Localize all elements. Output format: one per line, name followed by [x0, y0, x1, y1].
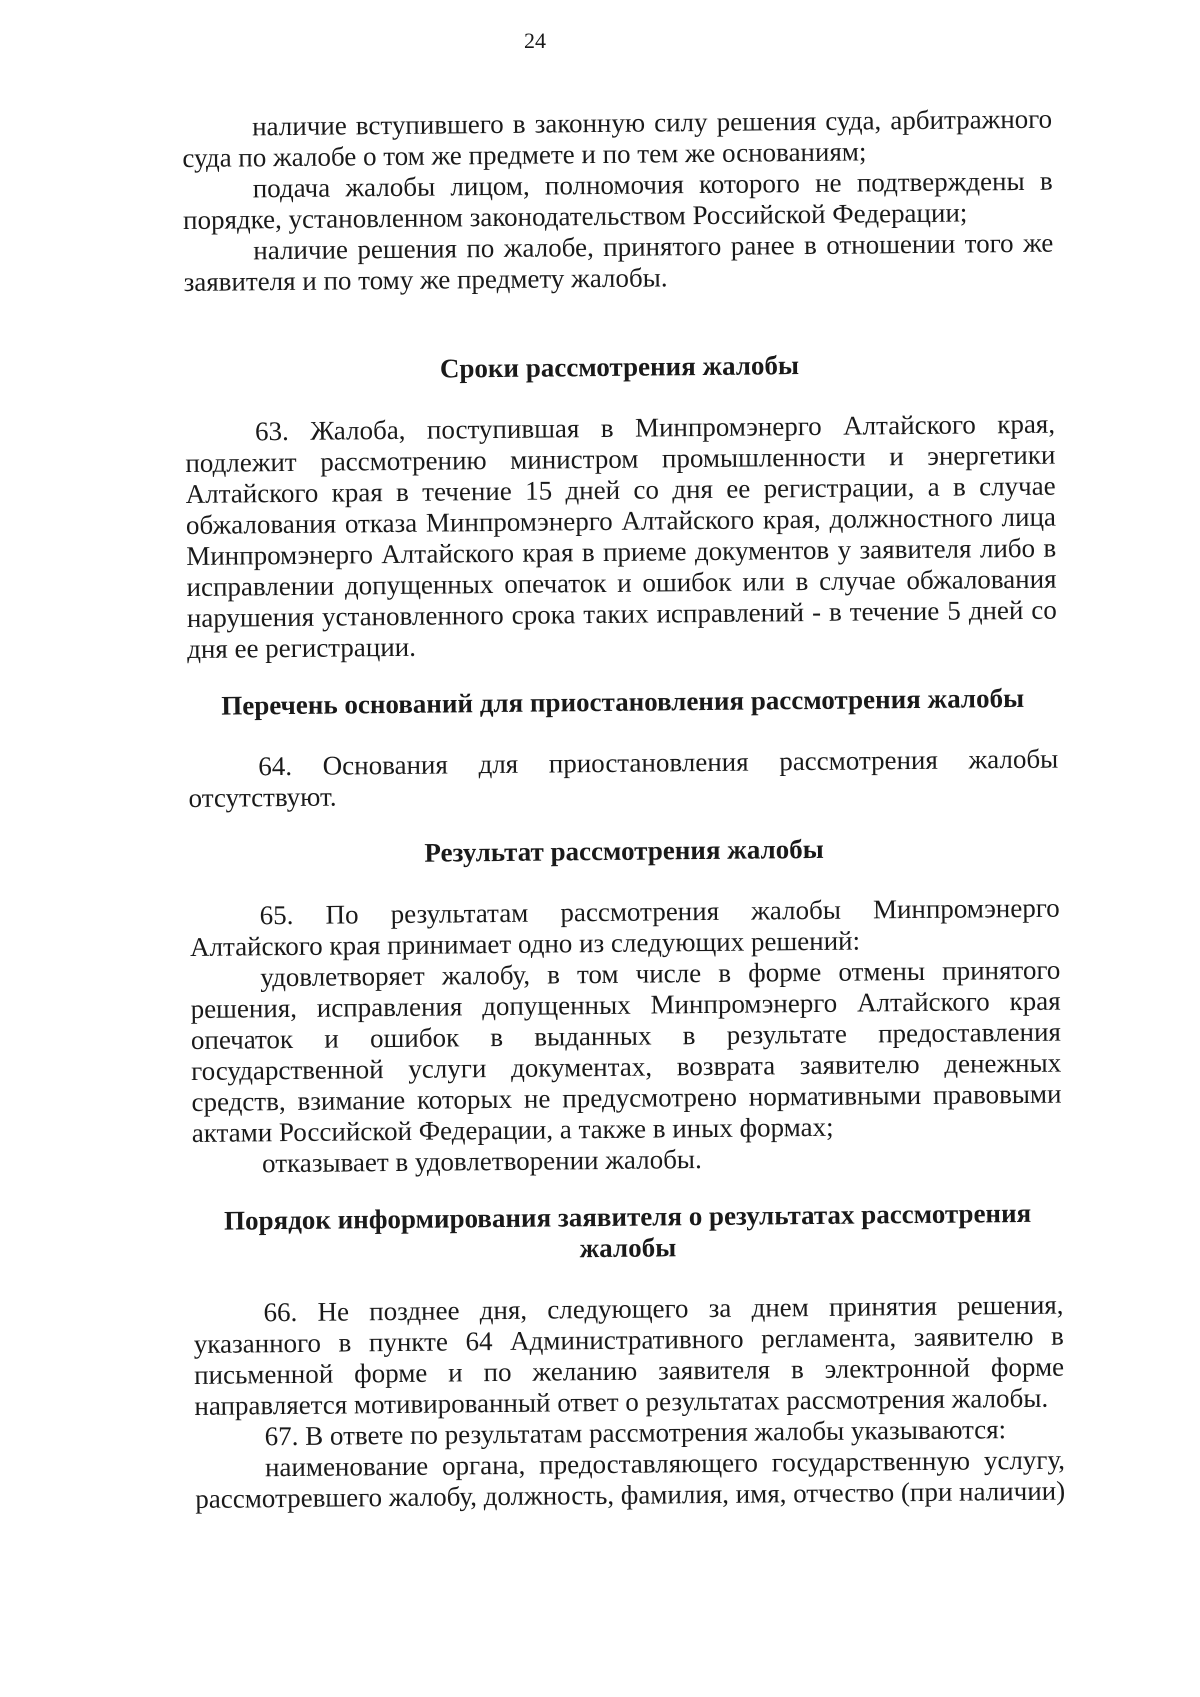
- paragraph-65: 65. По результатам рассмотрения жалобы Минпромэнерго Алтайского края принимает одно из следующих решений:: [189, 892, 1060, 962]
- paragraph-satisfies-complaint: удовлетворяет жалобу, в том числе в форме отмены принятого решения, исправления допущенных Минпромэнерго Алтайского края опечаток и ошибок в выданных в результате предоставления государственной услуги документах, возврата заявителю денежных средств, взимание которых не предусмотрено нормативными правовыми актами Российской Федерации, а также в иных формах;: [190, 954, 1062, 1148]
- paragraph-67: 67. В ответе по результатам рассмотрения жалобы указываются:: [264, 1414, 1007, 1452]
- paragraph-previous-decision: наличие решения по жалобе, принятого ранее в отношении того же заявителя и по тому же предмету жалобы.: [183, 227, 1054, 297]
- heading-review-result: Результат рассмотрения жалобы: [424, 833, 824, 868]
- heading-suspension-grounds: Перечень оснований для приостановления рассмотрения жалобы: [221, 682, 1025, 721]
- paragraph-authority-name: наименование органа, предоставляющего государственную услугу, рассмотревшего жалобу, должность, фамилия, имя, отчество (при наличии): [195, 1444, 1066, 1514]
- paragraph-unauthorized-person: подача жалобы лицом, полномочия которого не подтверждены в порядке, установленном законодательством Российской Федерации;: [182, 165, 1053, 235]
- paragraph-63: 63. Жалоба, поступившая в Минпромэнерго Алтайского края, подлежит рассмотрению министром промышленности и энергетики Алтайского края в течение 15 дней со дня ее регистрации, а в случае обжалования отказа Минпромэнерго Алтайского края, должностного лица Минпромэнерго Алтайского края в приеме документов у заявителя либо в исправлении допущенных опечаток и ошибок или в случае обжалования нарушения установленного срока таких исправлений - в течение 5 дней со дня ее регистрации.: [185, 408, 1057, 664]
- heading-informing-applicant: Порядок информирования заявителя о результатах рассмотрения жалобы: [223, 1197, 1032, 1264]
- paragraph-66: 66. Не позднее дня, следующего за днем принятия решения, указанного в пункте 64 Административного регламента, заявителю в письменной форме и по желанию заявителя в электронной форме направляется мотивированный ответ о результатах рассмотрения жалобы.: [193, 1289, 1065, 1421]
- heading-review-terms: Сроки рассмотрения жалобы: [439, 350, 800, 384]
- paragraph-court-decision: наличие вступившего в законную силу решения суда, арбитражного суда по жалобе о том же предмете и по тем же основаниям;: [182, 103, 1053, 173]
- page-number: 24: [524, 28, 546, 53]
- paragraph-refuses-complaint: отказывает в удовлетворении жалобы.: [261, 1144, 702, 1179]
- document-body: [182, 104, 1065, 1515]
- spacer: [184, 290, 1055, 356]
- paragraph-64: 64. Основания для приостановления рассмотрения жалобы отсутствуют.: [188, 743, 1059, 813]
